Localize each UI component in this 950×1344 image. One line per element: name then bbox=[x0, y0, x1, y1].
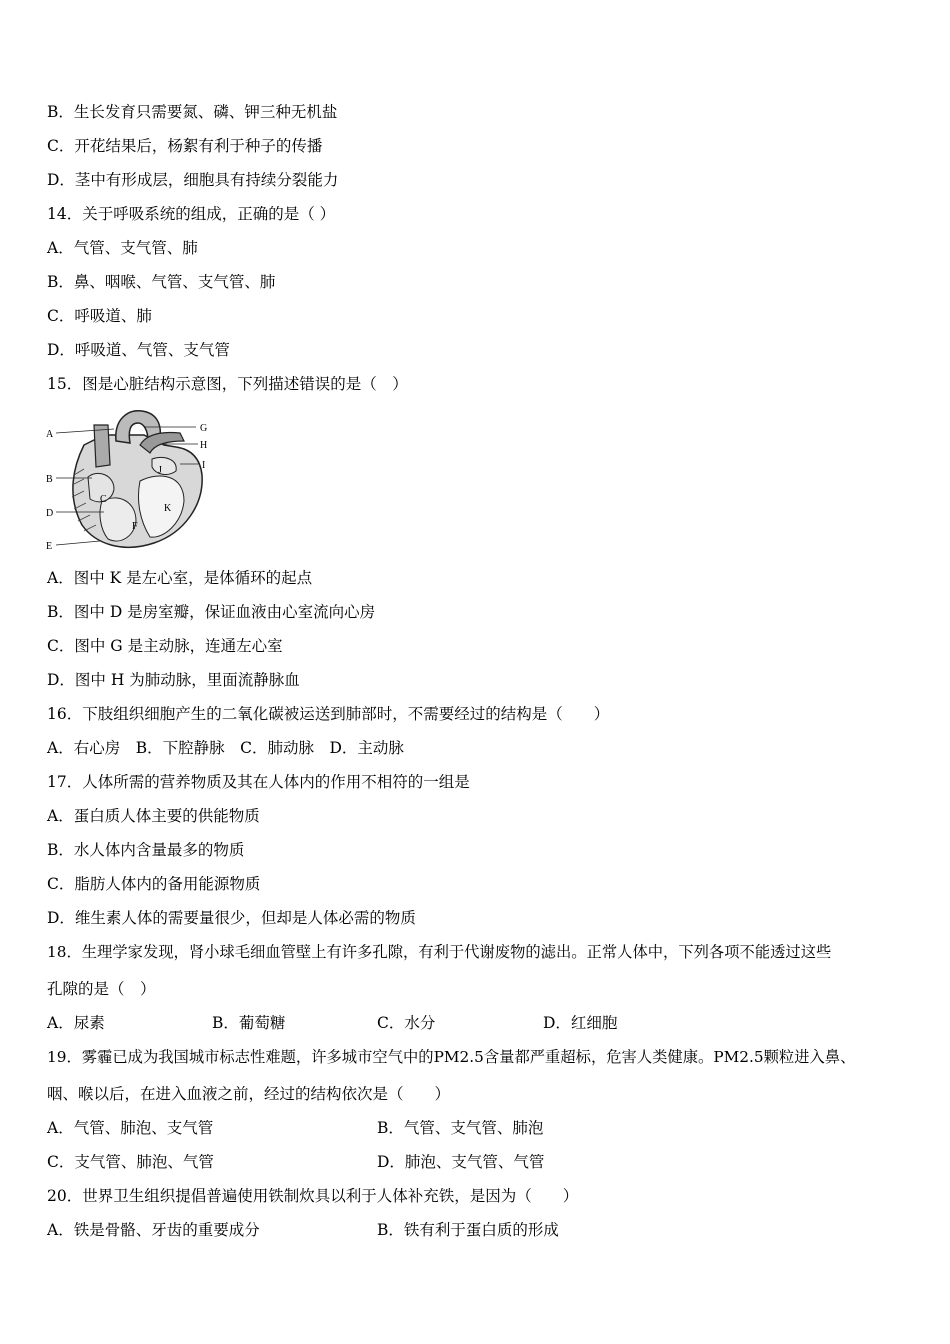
question-17: 17．人体所需的营养物质及其在人体内的作用不相符的一组是 bbox=[47, 773, 470, 791]
question-18-line1: 18．生理学家发现，肾小球毛细血管壁上有许多孔隙，有利于代谢废物的滤出。正常人体中，下列各项不能透过这些 bbox=[47, 943, 832, 961]
q19-option-d: D．肺泡、支气管、气管 bbox=[377, 1153, 545, 1171]
q14-option-d: D．呼吸道、气管、支气管 bbox=[47, 341, 230, 359]
question-18-line2: 孔隙的是（ ） bbox=[47, 980, 156, 998]
q16-options: A．右心房 B．下腔静脉 C．肺动脉 D．主动脉 bbox=[47, 739, 404, 757]
q17-option-d: D．维生素人体的需要量很少，但却是人体必需的物质 bbox=[47, 909, 416, 927]
label-b: B bbox=[46, 474, 53, 485]
q18-option-c: C．水分 bbox=[377, 1014, 436, 1032]
label-k: K bbox=[164, 503, 172, 514]
q18-option-d: D．红细胞 bbox=[543, 1014, 618, 1032]
q15-option-d: D．图中 H 为肺动脉，里面流静脉血 bbox=[47, 671, 300, 689]
q17-option-c: C．脂肪人体内的备用能源物质 bbox=[47, 875, 261, 893]
label-c: C bbox=[100, 494, 107, 505]
label-f: F bbox=[132, 521, 138, 532]
q20-option-b: B．铁有利于蛋白质的形成 bbox=[377, 1221, 559, 1239]
q19-option-b: B．气管、支气管、肺泡 bbox=[377, 1119, 544, 1137]
q15-option-a: A．图中 K 是左心室，是体循环的起点 bbox=[47, 569, 313, 587]
question-15: 15．图是心脏结构示意图，下列描述错误的是（ ） bbox=[47, 375, 408, 393]
q15-option-b: B．图中 D 是房室瓣，保证血液由心室流向心房 bbox=[47, 603, 376, 621]
q20-option-a: A．铁是骨骼、牙齿的重要成分 bbox=[47, 1221, 260, 1239]
q19-option-c: C．支气管、肺泡、气管 bbox=[47, 1153, 214, 1171]
q15-option-c: C．图中 G 是主动脉，连通左心室 bbox=[47, 637, 283, 655]
label-a: A bbox=[46, 429, 54, 440]
q14-option-c: C．呼吸道、肺 bbox=[47, 307, 152, 325]
q14-option-b: B．鼻、咽喉、气管、支气管、肺 bbox=[47, 273, 276, 291]
question-19-line1: 19．雾霾已成为我国城市标志性难题，许多城市空气中的PM2.5含量都严重超标，危害人类健康。PM2.5颗粒进入鼻、 bbox=[47, 1048, 856, 1066]
line-13b: B．生长发育只需要氮、磷、钾三种无机盐 bbox=[47, 103, 338, 121]
q19-option-a: A．气管、肺泡、支气管 bbox=[47, 1119, 214, 1137]
heart-diagram bbox=[44, 405, 219, 557]
label-g: G bbox=[200, 423, 208, 434]
question-19-line2: 咽、喉以后，在进入血液之前，经过的结构依次是（ ） bbox=[47, 1085, 451, 1103]
line-13c: C．开花结果后，杨絮有利于种子的传播 bbox=[47, 137, 323, 155]
q18-option-b: B．葡萄糖 bbox=[212, 1014, 286, 1032]
label-j: J bbox=[158, 465, 162, 476]
line-13d: D．茎中有形成层，细胞具有持续分裂能力 bbox=[47, 171, 339, 189]
vena-cava bbox=[94, 425, 110, 467]
label-i: I bbox=[202, 460, 206, 471]
label-e: E bbox=[46, 541, 53, 552]
q17-option-b: B．水人体内含量最多的物质 bbox=[47, 841, 245, 859]
q18-option-a: A．尿素 bbox=[47, 1014, 105, 1032]
q17-option-a: A．蛋白质人体主要的供能物质 bbox=[47, 807, 260, 825]
question-16: 16．下肢组织细胞产生的二氧化碳被运送到肺部时，不需要经过的结构是（ ） bbox=[47, 705, 610, 723]
question-14: 14．关于呼吸系统的组成，正确的是（ ） bbox=[47, 205, 336, 223]
label-h: H bbox=[200, 440, 208, 451]
q14-option-a: A．气管、支气管、肺 bbox=[47, 239, 198, 257]
label-d: D bbox=[46, 508, 54, 519]
question-20: 20．世界卫生组织提倡普遍使用铁制炊具以利于人体补充铁，是因为（ ） bbox=[47, 1187, 579, 1205]
